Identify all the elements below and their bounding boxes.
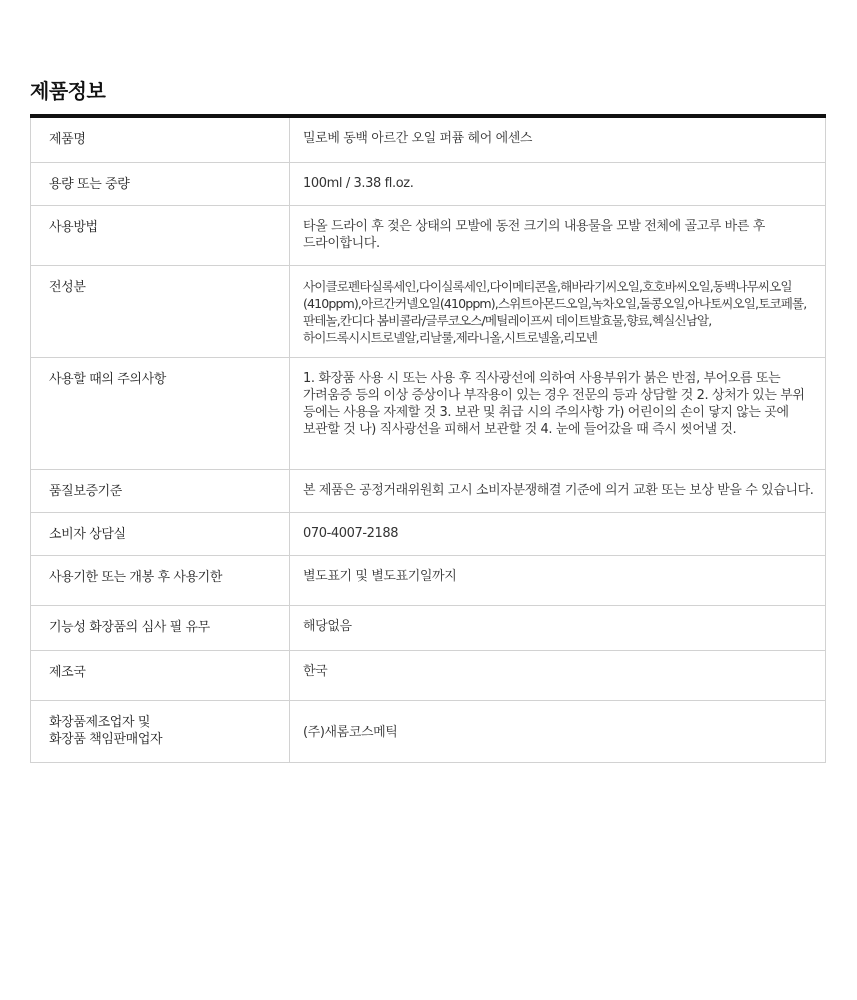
row-label-functional-review: 기능성 화장품의 심사 필 유무 (31, 605, 290, 650)
row-value-expiry: 별도표기 및 별도표기일까지 (290, 555, 826, 605)
row-value-functional-review: 해당없음 (290, 605, 826, 650)
row-value-ingredients: 사이클로펜타실록세인,다이실록세인,다이메티콘올,해바라기씨오일,호호바씨오일,동백나무씨오일(410ppm),아르간커넬오일(410ppm),스위트아몬드오일,녹차오일,돌콩오일,아나토씨오일,토코페롤,판테놀,칸디다 봄비콜라/글루코오스/메틸레이프씨 데이트발효물,향료,헥실신남알,하이드록시시트로넬알,리날룰,제라니올,시트로넬올,리모넨 (290, 265, 826, 357)
product-info-section (30, 78, 826, 763)
row-label-expiry: 사용기한 또는 개봉 후 사용기한 (31, 555, 290, 605)
row-value-product-name: 밀로베 동백 아르간 오일 퍼퓸 헤어 에센스 (290, 118, 826, 162)
row-label-country: 제조국 (31, 650, 290, 700)
row-label-quality-standard: 품질보증기준 (31, 469, 290, 512)
row-label-product-name: 제품명 (31, 118, 290, 162)
table-row (31, 469, 826, 512)
table-row (31, 650, 826, 700)
row-value-usage: 타올 드라이 후 젖은 상태의 모발에 동전 크기의 내용물을 모발 전체에 골고루 바른 후 드라이합니다. (290, 205, 826, 265)
row-value-consumer-center: 070-4007-2188 (290, 512, 826, 555)
row-label-ingredients: 전성분 (31, 265, 290, 357)
row-value-precautions: 1. 화장품 사용 시 또는 사용 후 직사광선에 의하여 사용부위가 붉은 반점, 부어오름 또는 가려움증 등의 이상 증상이나 부작용이 있는 경우 전문의 등과 상담할 것 2. 상처가 있는 부위 등에는 사용을 자제할 것 3. 보관 및 취급 시의 주의사항 가) 어린이의 손이 닿지 않는 곳에 보관할 것 나) 직사광선을 피해서 보관할 것 4. 눈에 들어갔을 때 즉시 씻어낼 것. (290, 357, 826, 469)
table-row (31, 605, 826, 650)
table-row (31, 118, 826, 162)
section-title: 제품정보 (30, 79, 106, 103)
row-value-quality-standard: 본 제품은 공정거래위원회 고시 소비자분쟁해결 기준에 의거 교환 또는 보상 받을 수 있습니다. (290, 469, 826, 512)
table-row (31, 700, 826, 762)
row-label-manufacturer-line1: 화장품제조업자 및 (49, 714, 150, 730)
table-row (31, 162, 826, 205)
product-info-table (30, 118, 826, 763)
table-row (31, 265, 826, 357)
row-label-manufacturer (31, 700, 290, 762)
row-label-consumer-center: 소비자 상담실 (31, 512, 290, 555)
table-row (31, 512, 826, 555)
row-label-precautions: 사용할 때의 주의사항 (31, 357, 290, 469)
row-value-manufacturer: (주)새롬코스메틱 (290, 700, 826, 762)
row-label-manufacturer-line2: 화장품 책임판매업자 (49, 731, 163, 747)
table-row (31, 205, 826, 265)
table-row (31, 555, 826, 605)
row-label-usage: 사용방법 (31, 205, 290, 265)
row-value-volume: 100ml / 3.38 fl.oz. (290, 162, 826, 205)
row-label-volume: 용량 또는 중량 (31, 162, 290, 205)
table-row (31, 357, 826, 469)
row-value-country: 한국 (290, 650, 826, 700)
